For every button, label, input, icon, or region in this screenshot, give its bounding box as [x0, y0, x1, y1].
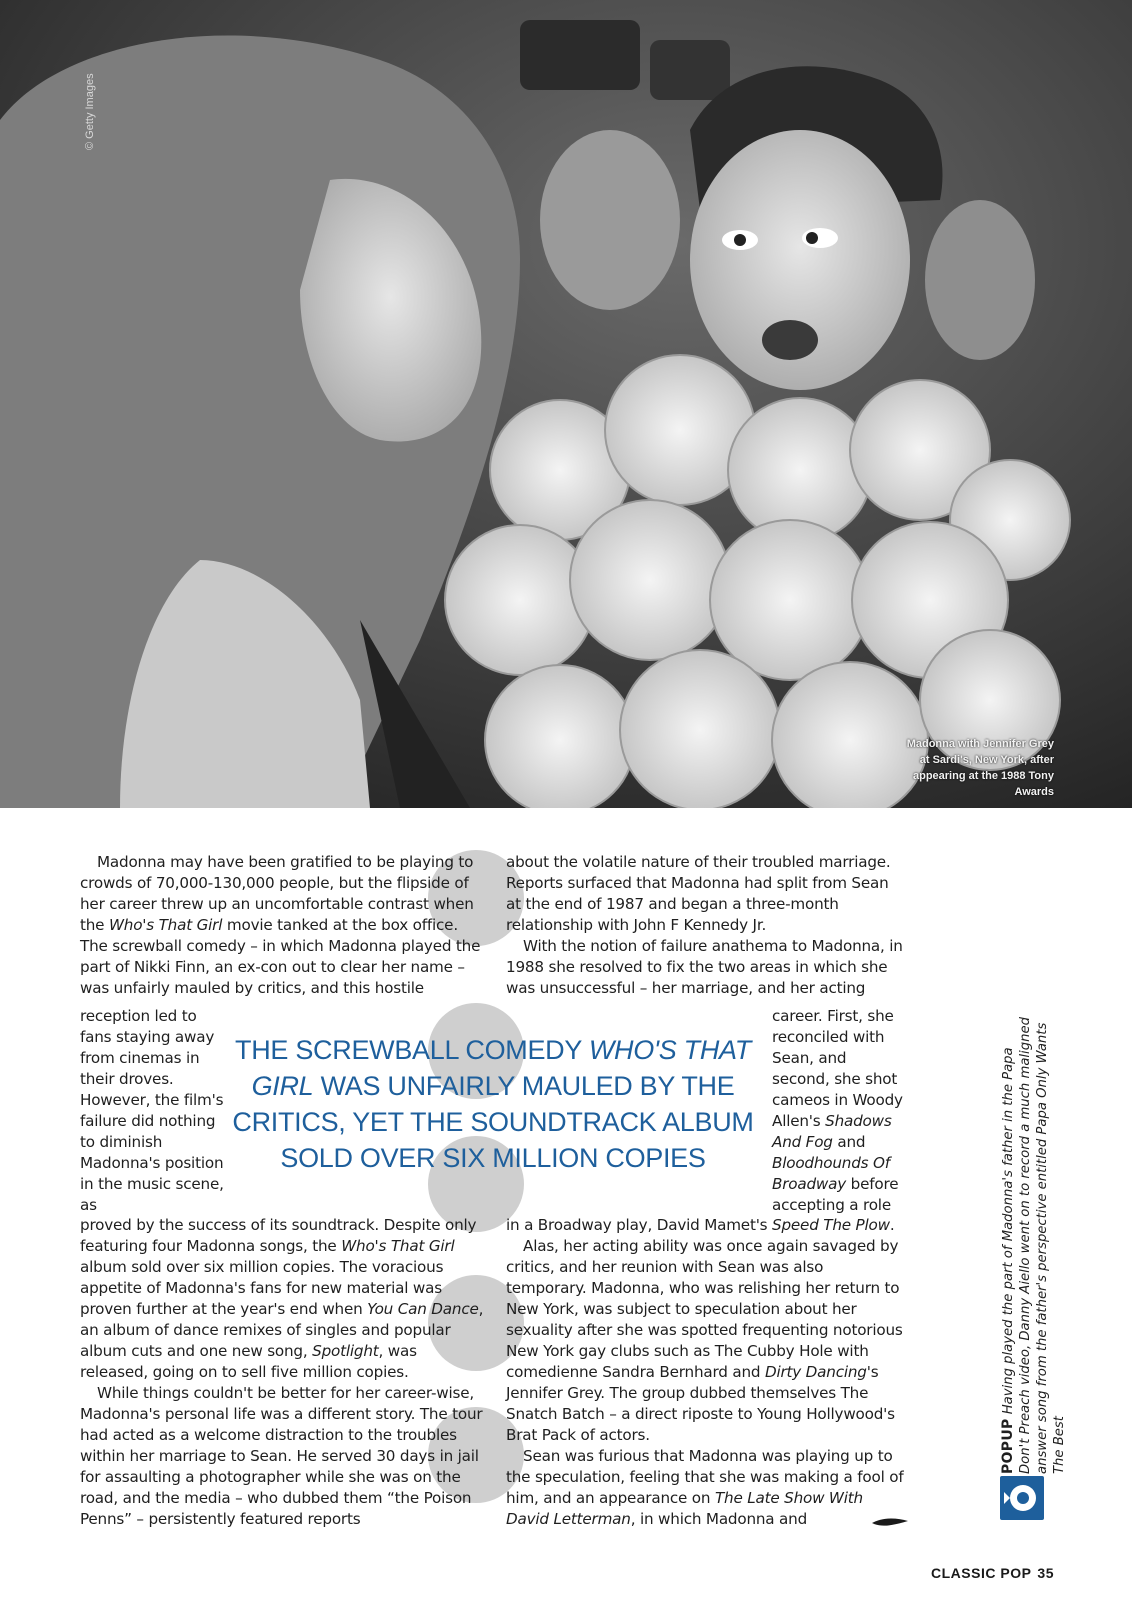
page-number: 35	[1037, 1565, 1054, 1581]
album-title: You Can Dance	[367, 1300, 479, 1318]
article-column-2-bottom	[506, 1215, 906, 1530]
film-title: Shadows And Fog	[772, 1112, 892, 1151]
article-paragraph: While things couldn't be better for her career-wise, Madonna's personal life was a different story. The tour had acted as a welcome distraction to the troubles within her marriage to Sean. He served 30 days in jail for assaulting a photographer while she was on the road, and the media – who dubbed them “the Poison Penns” – persistently featured reports	[80, 1384, 483, 1528]
article-column-1-top	[80, 852, 484, 999]
article-text: , an album of dance remixes of singles and popular album cuts and one new song,	[80, 1300, 484, 1360]
sidebar-label-up: UP	[1000, 1418, 1016, 1441]
album-title: Who's That Girl	[341, 1237, 455, 1255]
article-column-1-bottom	[80, 1215, 484, 1530]
sidebar-text: video, Danny Aiello went on to record a much maligned answer song from the father's perspective entitled	[1018, 1017, 1050, 1474]
continue-arrow-icon	[872, 1517, 908, 1529]
article-text: in a Broadway play, David Mamet's	[506, 1216, 773, 1234]
article-paragraph: With the notion of failure anathema to Madonna, in 1988 she resolved to fix the two areas in which she was unsuccessful – her marriage, and her acting	[506, 937, 903, 997]
article-text: , in which Madonna and	[630, 1510, 808, 1528]
article-text: before accepting a role	[772, 1175, 899, 1214]
film-title: Who's That Girl	[108, 916, 223, 934]
magazine-name: CLASSIC POP	[931, 1565, 1032, 1581]
article-text: .	[889, 1216, 895, 1234]
photo-caption: Madonna with Jennifer Grey at Sardi's, New York, after appearing at the 1988 Tony Awards	[906, 738, 1054, 798]
show-title: The Late Show With David Letterman	[506, 1489, 863, 1528]
article-text: reception led to fans staying away from cinemas in their droves. However, the film's failure did nothing to diminish Madonna's position in the music scene, as	[80, 1007, 224, 1214]
article-text: , was released, going on to sell five million copies.	[80, 1342, 417, 1381]
pull-quote-text: WAS UNFAIRLY MAULED BY THE CRITICS, YET THE SOUNDTRACK ALBUM SOLD OVER SIX MILLION COPIES	[232, 1071, 754, 1173]
article-text: Sean was furious that Madonna was playing up to the speculation, feeling that she was making a fool of him, and an appearance on	[506, 1447, 904, 1507]
page-footer	[931, 1565, 1054, 1581]
photo-credit: © Getty Images	[84, 73, 96, 150]
article-text: and	[832, 1133, 866, 1151]
pop-up-sidebar	[1000, 1014, 1068, 1474]
article-text: Alas, her acting ability was once again savaged by critics, and her reunion with Sean was also temporary. Madonna, who was relishing her return to New York, was subject to speculation about her sexuality after she was spotted frequenting notorious New York gay clubs such as The Cubby Hole with comedienne Sandra Bernhard and	[506, 1237, 903, 1381]
article-text: Madonna may have been gratified to be playing to crowds of 70,000-130,000 people, but the flipside of her career threw up an uncomfortable contrast when the	[80, 853, 474, 934]
pull-quote	[232, 1032, 754, 1176]
article-text: career. First, she reconciled with Sean, and second, she shot cameos in Woody Allen's	[772, 1007, 903, 1130]
article-text: proved by the success of its soundtrack. Despite only featuring four Madonna songs, the	[80, 1216, 477, 1255]
sidebar-text: Having played the part of Madonna's father in the	[1001, 1079, 1016, 1419]
article-text: 's Jennifer Grey. The group dubbed themselves The Snatch Batch – a direct riposte to Young Hollywood's Brat Pack of actors.	[506, 1363, 895, 1444]
video-title: Papa Don't Preach	[1001, 1047, 1033, 1474]
pop-up-icon	[1000, 1476, 1044, 1520]
song-title: Papa Only Wants The Best	[1035, 1022, 1067, 1474]
article-text: album sold over six million copies. The voracious appetite of Madonna's fans for new material was proven further at the year's end when	[80, 1258, 444, 1318]
article-column-2-top	[506, 852, 906, 999]
sidebar-label: POP	[1000, 1440, 1016, 1474]
song-title: Spotlight	[312, 1342, 379, 1360]
article-text: movie tanked at the box office. The screwball comedy – in which Madonna played the part of Nikki Finn, an ex-con out to clear her name – was unfairly mauled by critics, and this hostile	[80, 916, 481, 997]
pull-quote-text: THE SCREWBALL COMEDY	[235, 1035, 589, 1065]
play-title: Speed The Plow	[772, 1216, 890, 1234]
article-paragraph: about the volatile nature of their troubled marriage. Reports surfaced that Madonna had split from Sean at the end of 1987 and began a three-month relationship with John F Kennedy Jr.	[506, 853, 891, 934]
speech-bubble-icon	[1000, 1476, 1044, 1520]
film-title: Dirty Dancing	[764, 1363, 867, 1381]
article-column-1-narrow	[80, 1006, 230, 1216]
article-column-2-narrow	[772, 1006, 908, 1216]
pull-quote-title: WHO'S THAT GIRL	[251, 1035, 751, 1101]
film-title: Bloodhounds Of Broadway	[772, 1154, 890, 1193]
